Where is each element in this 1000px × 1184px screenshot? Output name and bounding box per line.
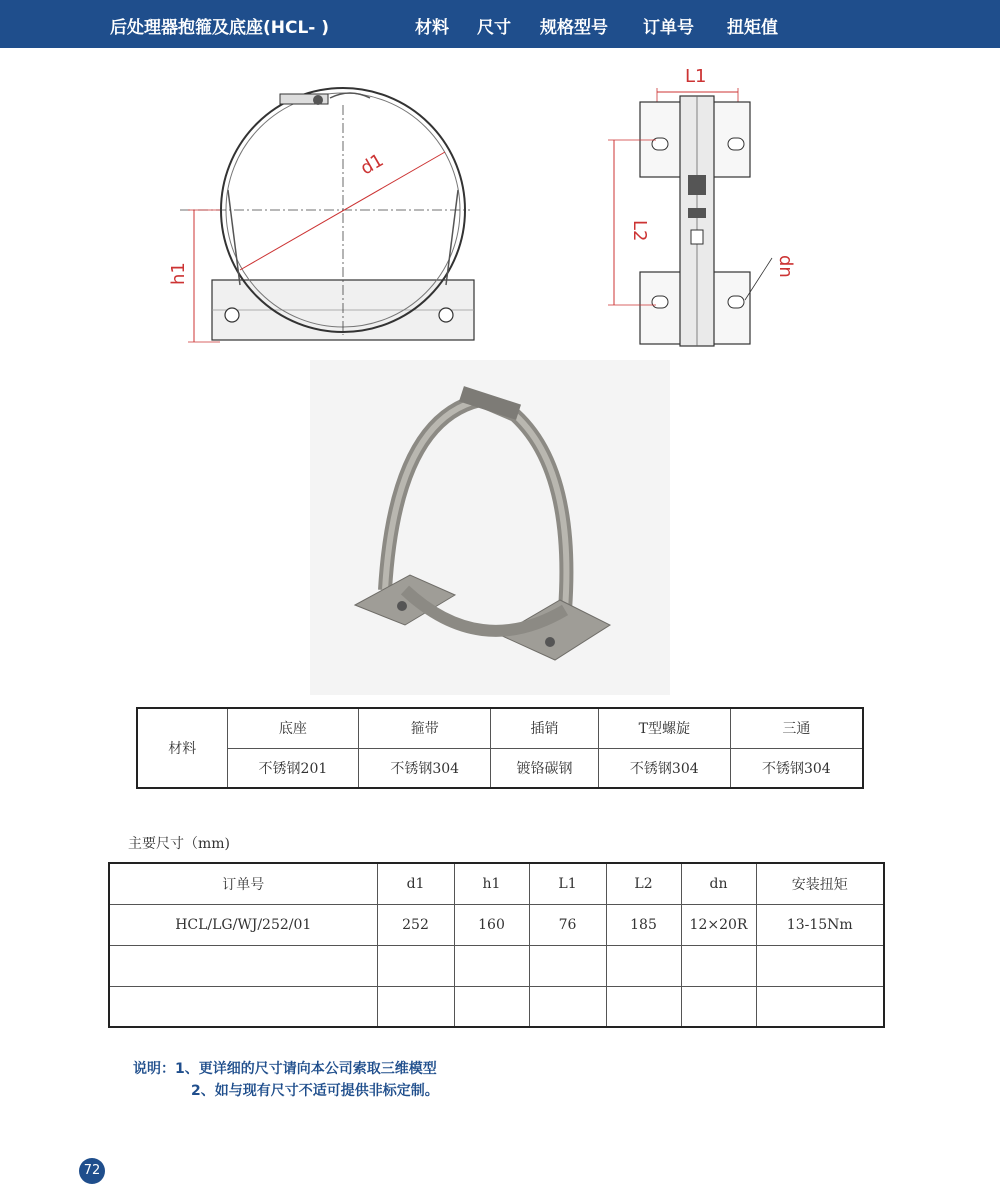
dims-header-l1: L1 bbox=[529, 863, 606, 904]
page-number: 72 bbox=[79, 1158, 105, 1184]
material-value-tbolt: 不锈钢304 bbox=[598, 748, 730, 788]
material-value-base: 不锈钢201 bbox=[227, 748, 359, 788]
dims-header-torque: 安装扭矩 bbox=[756, 863, 884, 904]
material-value-band: 不锈钢304 bbox=[359, 748, 491, 788]
material-value-pin: 镀铬碳钢 bbox=[491, 748, 599, 788]
dims-cell-dn: 12×20R bbox=[681, 904, 756, 945]
dims-header-dn: dn bbox=[681, 863, 756, 904]
dims-cell-h1: 160 bbox=[454, 904, 529, 945]
d1-label: d1 bbox=[357, 149, 388, 180]
l2-label: L2 bbox=[629, 220, 650, 242]
material-header-tbolt: T型螺旋 bbox=[598, 708, 730, 748]
material-header-base: 底座 bbox=[227, 708, 359, 748]
dims-cell-order: HCL/LG/WJ/252/01 bbox=[109, 904, 377, 945]
header-item-torque: 扭矩值 bbox=[727, 18, 778, 38]
note-line-2: 2、如与现有尺寸不适可提供非标定制。 bbox=[191, 1083, 439, 1099]
material-header-band: 箍带 bbox=[359, 708, 491, 748]
header-item-order: 订单号 bbox=[643, 18, 694, 38]
material-header-pin: 插销 bbox=[491, 708, 599, 748]
header-title: 后处理器抱箍及底座(HCL- ) bbox=[110, 18, 330, 38]
product-photo bbox=[310, 360, 670, 695]
header-item-material: 材料 bbox=[415, 18, 449, 38]
table-row-empty bbox=[109, 986, 884, 1027]
material-table bbox=[136, 707, 864, 789]
dims-header-order: 订单号 bbox=[109, 863, 377, 904]
front-view-drawing bbox=[160, 80, 490, 355]
dims-header-h1: h1 bbox=[454, 863, 529, 904]
note-line-1: 说明：1、更详细的尺寸请向本公司索取三维模型 bbox=[133, 1061, 437, 1077]
table-row bbox=[109, 904, 884, 945]
header-bar bbox=[0, 0, 1000, 48]
dimensions-table bbox=[108, 862, 885, 1028]
header-item-spec: 规格型号 bbox=[540, 18, 608, 38]
dims-cell-l1: 76 bbox=[529, 904, 606, 945]
dims-header-d1: d1 bbox=[377, 863, 454, 904]
dims-cell-d1: 252 bbox=[377, 904, 454, 945]
material-value-tee: 不锈钢304 bbox=[730, 748, 863, 788]
notes bbox=[133, 1058, 439, 1102]
dimensions-title: 主要尺寸（mm) bbox=[128, 836, 231, 852]
dims-cell-torque: 13-15Nm bbox=[756, 904, 884, 945]
l1-label: L1 bbox=[685, 66, 707, 87]
table-row-empty bbox=[109, 945, 884, 986]
h1-label: h1 bbox=[168, 262, 189, 285]
material-row-label: 材料 bbox=[137, 708, 227, 788]
dims-header-l2: L2 bbox=[606, 863, 681, 904]
dn-label: dn bbox=[775, 255, 796, 278]
header-item-size: 尺寸 bbox=[477, 18, 511, 38]
material-header-tee: 三通 bbox=[730, 708, 863, 748]
t-bolt bbox=[688, 175, 706, 195]
side-view-drawing bbox=[600, 60, 810, 350]
d1-dimension-line bbox=[240, 149, 445, 270]
dims-cell-l2: 185 bbox=[606, 904, 681, 945]
